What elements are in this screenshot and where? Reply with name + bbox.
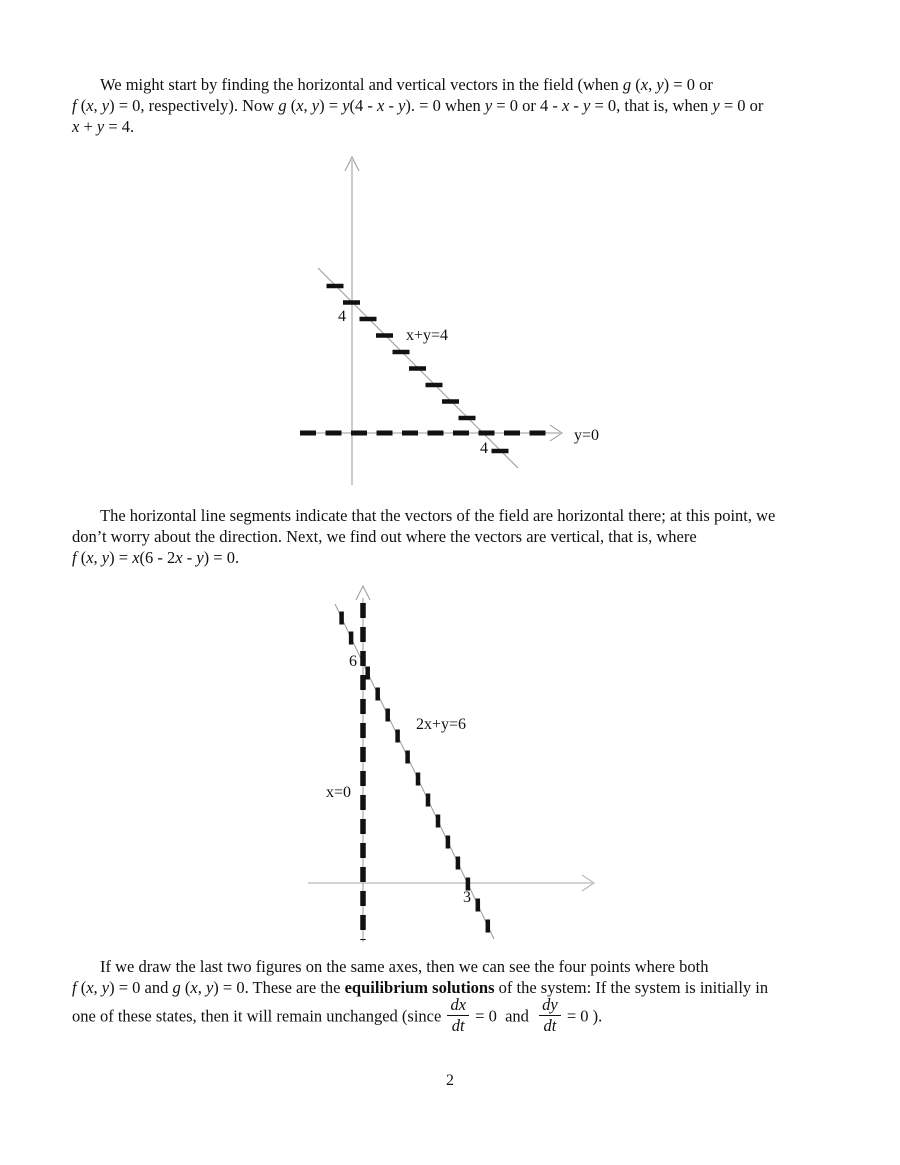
fig2-axis-label: x=0 bbox=[326, 784, 352, 801]
fig2-line-label: 2x+y=6 bbox=[416, 716, 467, 733]
paragraph-2: The horizontal line segments indicate that the vectors of the field are horizontal there; at this point, we don’t worry about the direction. Next, we find out where the vectors are vertical, that is, where f (x, y) = x(6 - 2x - y) = 0. bbox=[72, 506, 776, 567]
fig1-y-intercept-tick: 4 bbox=[338, 308, 346, 325]
paragraph-1: We might start by finding the horizontal and vertical vectors in the field (when g (x, y) = 0 or f (x, y) = 0, respectively). Now g (x, y) = y(4 - x - y). = 0 when y = 0 or 4 - x - y = 0, that is, when y = 0 or x + y = 4. bbox=[72, 75, 764, 136]
paragraph-3: If we draw the last two figures on the same axes, then we can see the four points where both f (x, y) = 0 and g (x, y) = 0. These are the equilibrium solutions of the system: If the system is initially in one of these states, then it will remain unchanged (since $\frac{dx}{dt}$ = 0 and $\frac{dy}{dt}$ = 0 ). bbox=[72, 957, 769, 1036]
figure-2-vertical-vectors bbox=[295, 580, 615, 950]
fig1-x-intercept-tick: 4 bbox=[480, 440, 488, 457]
figure-1-horizontal-vectors bbox=[290, 148, 620, 493]
fig2-y-axis-arrow-icon bbox=[356, 586, 370, 600]
fig1-axis-label: y=0 bbox=[574, 427, 600, 444]
fig1-horizontal-vector-dashes-line bbox=[327, 286, 509, 451]
fig2-y-intercept-tick: 6 bbox=[349, 653, 357, 670]
fig1-line-label: x+y=4 bbox=[406, 327, 449, 344]
page-number: 2 bbox=[446, 1072, 454, 1089]
fig2-x-intercept-tick: 3 bbox=[463, 889, 471, 906]
